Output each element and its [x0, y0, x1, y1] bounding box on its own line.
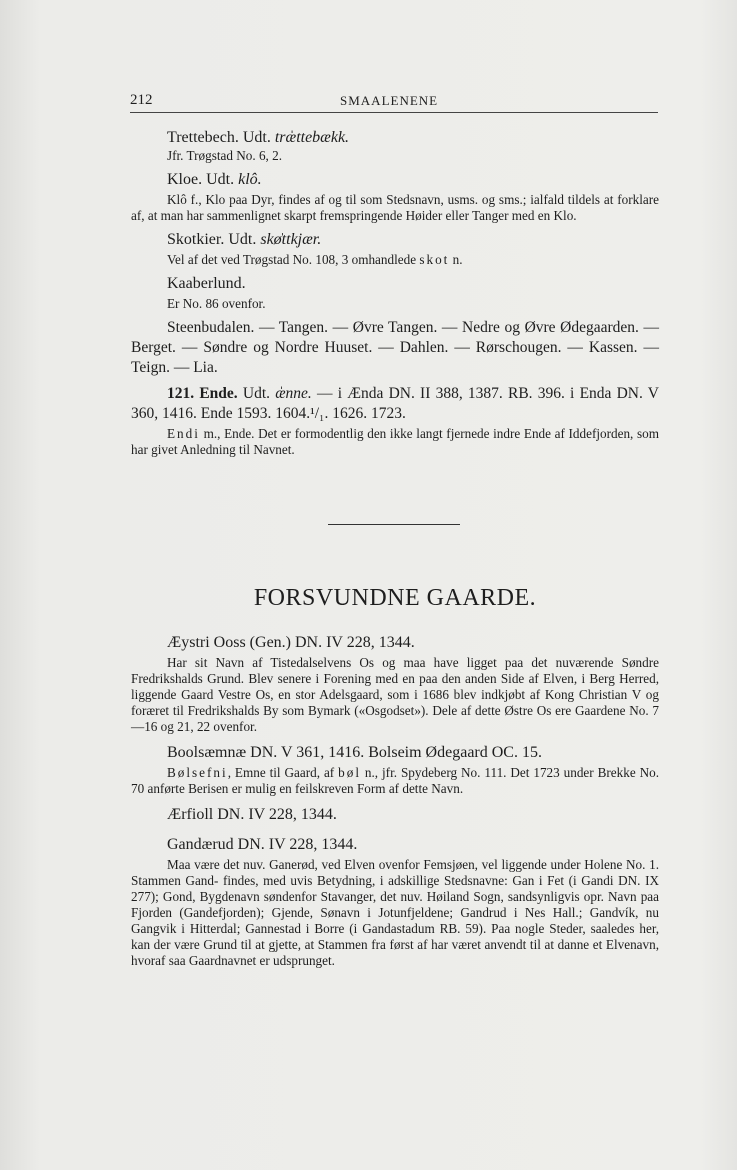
- entry-heading: Boolsæmnæ DN. V 361, 1416. Bolseim Ødegaard OC. 15.: [167, 744, 542, 761]
- entry-heading: Kloe. Udt. klô.: [167, 171, 262, 188]
- entry-aeystri: [131, 633, 659, 735]
- entry-heading: Gandærud DN. IV 228, 1344.: [167, 836, 358, 853]
- entry-heading: Kaaberlund.: [167, 275, 246, 292]
- pronunciation: klô.: [238, 171, 262, 188]
- entry-text: Maa være det nuv. Ganerød, ved Elven ovenfor Femsjøen, vel liggende under Holene No. 1. Stammen Gand- findes, med uvis Betydning, i adskillige Stedsnavne: Gan i Fet (i Gandi DN. IX 277); Gond, Bygdenavn søndenfor Stavanger, det nuv. Høiland Sogn, sandsynligvis opr. Navn paa Fjorden (Gandefjorden); Gjende, Sønavn i Jotunfjeldene; Gandrud i Nes Hall.; Gandvík, nu Gangvik i Hitterdal; Gannestad i Borre (i Gandastadum RB. 59). Paa nogle Steder, saaledes her, kan der være Grund til at gjette, at Stammen fra først af har været anvendt til at danne et Elvenavn, hvoraf saa Gaardnavnet er udsprunget.: [131, 857, 659, 968]
- page-header: [130, 92, 658, 113]
- entry-text: Klô f., Klo paa Dyr, findes af og til som Stedsnavn, usms. og sms.; ialfald tildels at forklare af, at man har sammenlignet skarpt fremspringende Høider eller Tanger med en Klo.: [131, 192, 659, 223]
- section-title: FORSVUNDNE GAARDE.: [253, 585, 537, 611]
- entry-reference: Er No. 86 ovenfor.: [167, 296, 266, 311]
- entry-text: Vel af det ved Trøgstad No. 108, 3 omhandlede skot n.: [167, 252, 463, 267]
- entry-heading: Ærfioll DN. IV 228, 1344.: [167, 806, 337, 823]
- entry-aerfioll: [131, 805, 659, 825]
- entry-trettebech: [131, 128, 659, 164]
- entry-gandaerud: [131, 835, 659, 969]
- entry-number: 121.: [167, 385, 195, 402]
- top-entries: [131, 128, 659, 458]
- entry-heading: 121. Ende. Udt. æ̍nne. — i Ænda DN. II 388, 1387. RB. 396. i Enda DN. V 360, 1416. Ende 1593. 1604.¹/₁. 1626. 1723.: [131, 385, 659, 422]
- running-head: SMAALENENE: [340, 93, 439, 108]
- entry-kaaberlund: [131, 274, 659, 312]
- bottom-entries: [131, 633, 659, 969]
- entry-heading: Æystri Ooss (Gen.) DN. IV 228, 1344.: [167, 634, 415, 651]
- pronunciation: træ̍ttebækk.: [274, 129, 350, 146]
- entry-text: Endi m., Ende. Det er formodentlig den ikke langt fjernede indre Ende af Iddefjorden, som har givet Anledning til Navnet.: [131, 426, 659, 457]
- section-divider: [328, 524, 460, 525]
- entry-boolsaemnae: [131, 743, 659, 797]
- entry-text: Steenbudalen. — Tangen. — Øvre Tangen. — Nedre og Øvre Ødegaarden. — Berget. — Søndre og Nordre Huuset. — Dahlen. — Rørschougen. — Kassen. — Teign. — Lia.: [131, 319, 659, 376]
- entry-name: Ende.: [199, 385, 238, 402]
- page-number: 212: [130, 92, 153, 108]
- entry-reference: Jfr. Trøgstad No. 6, 2.: [167, 148, 283, 163]
- pronunciation: skø̍ttkjær.: [260, 231, 322, 248]
- entry-text: Har sit Navn af Tistedalselvens Os og maa have ligget paa det nuværende Søndre Fredrikshalds Grund. Blev senere i Forening med en paa den anden Side af Elven, i Berg Herred, liggende Gaard Vestre Os, en stor Adelsgaard, som i 1686 blev indkjøbt af Kong Christian V og foræret til Fredrikshalds By som Bymark («Osgodset»). Dele af dette Østre Os ere Gaardene No. 7—16 og 21, 22 ovenfor.: [131, 655, 659, 734]
- entry-skotkier: [131, 230, 659, 268]
- entry-heading: Skotkier. Udt. skø̍ttkjær.: [167, 231, 322, 248]
- entry-steenbudalen: [131, 318, 659, 378]
- entry-kloe: [131, 170, 659, 224]
- pronunciation: æ̍nne.: [275, 385, 312, 402]
- entry-text: Bølsefni, Emne til Gaard, af bøl n., jfr. Spydeberg No. 111. Det 1723 under Brekke No. 70 anførte Berisen er mulig en feilskreven Form af dette Navn.: [131, 765, 660, 796]
- entry-ende: [131, 384, 659, 458]
- entry-heading: Trettebech. Udt. træ̍ttebækk.: [167, 129, 350, 146]
